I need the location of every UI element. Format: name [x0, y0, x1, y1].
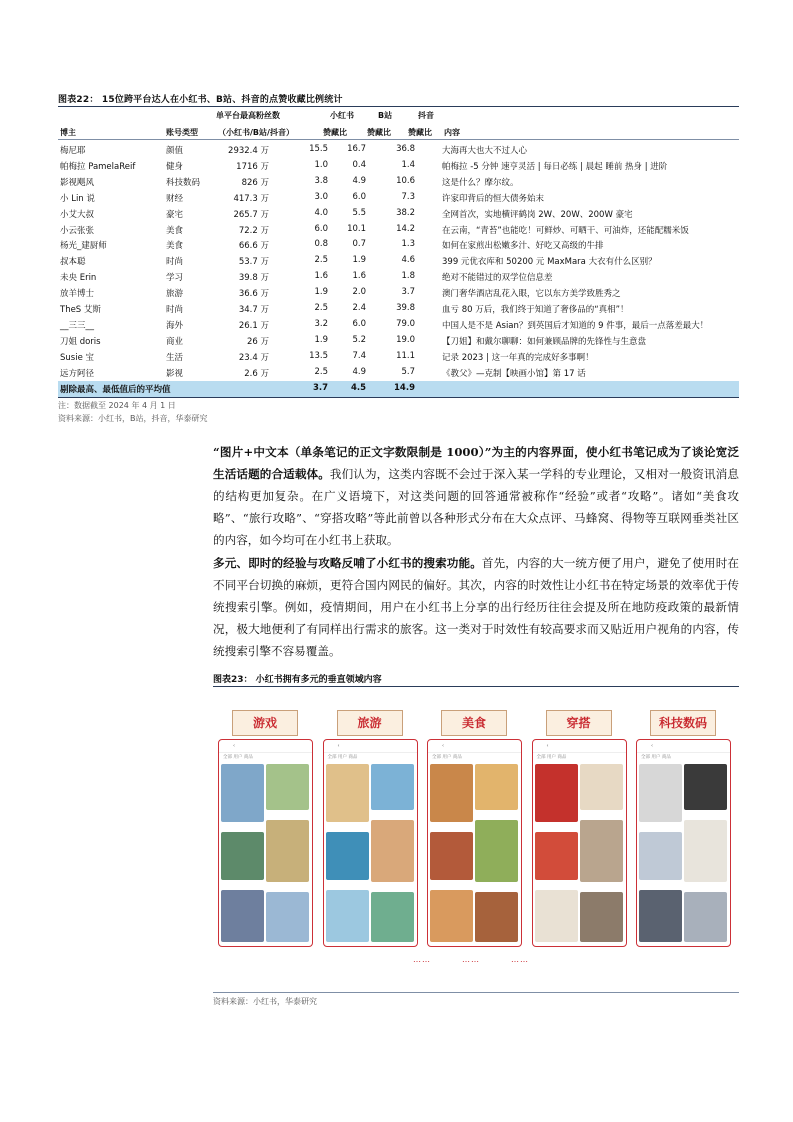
cell-content: 399 元优衣库和 50200 元 MaxMara 大衣有什么区别？	[442, 257, 657, 268]
cell-dy: 1.4	[401, 159, 415, 170]
cell-name: 影视飓风	[60, 177, 95, 188]
cell-b: 10.1	[347, 223, 366, 234]
cell-fans: 72.2 万	[238, 225, 269, 236]
cell-fans: 265.7 万	[233, 209, 269, 220]
cell-dy: 3.7	[401, 287, 415, 298]
cell-dy: 14.2	[396, 223, 415, 234]
cell-type: 学习	[166, 273, 184, 284]
cell-name: Susie 宝	[60, 352, 95, 363]
cell-fans: 23.4 万	[238, 352, 269, 363]
cell-type: 豪宅	[166, 209, 184, 220]
cell-content: 记录 2023 | 这一年真的完成好多事啊！	[442, 352, 594, 363]
col-header-fans: （小红书/B站/抖音）	[218, 128, 294, 137]
category-banner: 穿搭	[546, 710, 612, 736]
cell-b: 2.4	[352, 303, 366, 313]
cell-fans: 1716 万	[236, 161, 269, 172]
feed-image	[221, 832, 264, 880]
cell-name: 小艾大叔	[60, 209, 95, 220]
table-header-rule	[58, 139, 739, 140]
col-header-dy: 赞藏比	[408, 128, 432, 137]
phone-feed	[221, 764, 310, 944]
feed-image	[430, 890, 473, 942]
cell-content: 澳门奢华酒店乱花入眼，它以东方美学致胜秀之	[442, 289, 621, 300]
cell-content: 【刀姐】和戴尔聊聊：如何兼顾品牌的先锋性与生意盘	[442, 336, 647, 347]
col-header-name: 博主	[60, 128, 76, 137]
cell-type: 科技数码	[166, 177, 201, 188]
phone-screenshot	[636, 739, 731, 947]
cell-name: 小云张张	[60, 225, 95, 236]
table-row	[58, 301, 739, 317]
cell-xhs: 6.0	[314, 223, 328, 234]
cell-dy: 11.1	[396, 350, 415, 361]
cell-xhs: 1.0	[314, 159, 328, 170]
feed-image	[430, 832, 473, 880]
cell-name: 杨光_建厨师	[60, 241, 107, 252]
cell-b: 1.6	[352, 271, 366, 282]
cell-b: 1.9	[352, 255, 366, 266]
phone-feed	[430, 764, 519, 944]
cell-b: 16.7	[347, 144, 366, 154]
feed-image	[684, 892, 727, 942]
cell-type: 美食	[166, 241, 184, 252]
cell-content: 如何在家煎出松嫩多汁、好吃又高级的牛排	[442, 241, 604, 252]
feed-image	[221, 890, 264, 942]
cell-dy: 38.2	[396, 207, 415, 218]
cell-name: 放羊博士	[60, 289, 95, 300]
feed-image	[639, 832, 682, 880]
cell-dy: 7.3	[401, 191, 415, 202]
phone-search-bar: ‹	[533, 740, 626, 753]
feed-image	[475, 892, 518, 942]
ellipsis-3: ……	[511, 955, 529, 964]
cell-name: 远方阿径	[60, 368, 95, 379]
table-row	[58, 206, 739, 222]
phone-search-bar: ‹	[219, 740, 312, 753]
feed-image	[580, 892, 623, 942]
table-row	[58, 174, 739, 190]
cell-fans: 826 万	[241, 177, 269, 188]
avg-label: 剔除最高、最低值后的平均值	[60, 385, 171, 395]
feed-image	[266, 764, 309, 810]
cell-dy: 1.8	[401, 271, 415, 282]
table-title: 图表22： 15位跨平台达人在小红书、B站、抖音的点赞收藏比例统计	[58, 95, 343, 105]
table-row	[58, 269, 739, 285]
feed-image	[580, 764, 623, 810]
category-banner: 旅游	[337, 710, 403, 736]
paragraph-2	[213, 552, 739, 662]
cell-b: 7.4	[352, 350, 366, 361]
cell-xhs: 2.5	[314, 303, 328, 313]
feed-image	[535, 832, 578, 880]
avg-b: 4.5	[350, 383, 366, 393]
cell-type: 时尚	[166, 305, 184, 315]
paragraph-1-text: 我们认为，这类内容既不会过于深入某一学科的专业理论，又相对一般资讯消息的结构更加复杂。在广义语境下，对这类问题的回答通常被称作“经验”或者“攻略”。诸如“美食攻略”、“旅行攻略”、“穿搭攻略”等此前曾以各种形式分布在大众点评、马蜂窝、得物等互联网垂类社区的内容，如今均可在小红书上获取。	[213, 467, 739, 547]
category-banner: 科技数码	[650, 710, 716, 736]
cell-xhs: 1.6	[314, 271, 328, 282]
col-header-fans-top: 单平台最高粉丝数	[216, 111, 280, 120]
table-row	[58, 142, 739, 158]
cell-xhs: 15.5	[309, 144, 328, 154]
feed-image	[639, 764, 682, 822]
avg-dy: 14.9	[394, 383, 415, 393]
cell-dy: 79.0	[396, 318, 415, 329]
cell-dy: 10.6	[396, 175, 415, 186]
col-header-xhs-top: 小红书	[330, 111, 354, 120]
feed-image	[371, 820, 414, 882]
cell-content: 在云南，“青苔”也能吃！可鲜炒、可晒干、可油炸，还能配糯米饭	[442, 225, 689, 236]
cell-b: 4.9	[352, 175, 366, 186]
phone-tabs: 全部 用户 商品	[223, 755, 253, 760]
cell-xhs: 0.8	[314, 239, 328, 250]
cell-b: 5.5	[352, 207, 366, 218]
table-row	[58, 333, 739, 349]
cell-xhs: 3.8	[314, 175, 328, 186]
feed-image	[221, 764, 264, 822]
cell-content: 帕梅拉 -5 分钟 速亨灵活 | 每日必练 | 晨起 睡前 热身 | 进阶	[442, 161, 668, 172]
cell-content: 大海再大也大不过人心	[442, 146, 528, 156]
feed-image	[475, 820, 518, 882]
cell-content: 血亏 80 万后，我们终于知道了奢侈品的“真相”！	[442, 305, 629, 315]
cell-name: 梅尼耶	[60, 146, 86, 156]
cell-xhs: 3.0	[314, 191, 328, 202]
figure-top-rule	[213, 686, 739, 687]
cell-name: 叔本聪	[60, 257, 86, 268]
table-note: 注：数据截至 2024 年 4 月 1 日	[58, 401, 176, 410]
paragraph-2-text: 首先，内容的大一统方便了用户，避免了使用时在不同平台切换的麻烦，更符合国内网民的偏好。其次，内容的时效性让小红书在特定场景的效率优于传统搜索引擎。例如，疫情期间，用户在小红书上分享的出行经历往往会提及所在地防疫政策的最新情况，极大地便利了有同样出行需求的旅客。这一类对于时效性有较高要求而又贴近用户视角的内容，传统搜索引擎不容易覆盖。	[213, 556, 739, 658]
cell-dy: 39.8	[396, 303, 415, 313]
cell-name: __三三__	[60, 320, 95, 331]
cell-dy: 1.3	[401, 239, 415, 250]
cell-dy: 36.8	[396, 144, 415, 154]
table-row	[58, 317, 739, 333]
feed-image	[430, 764, 473, 822]
cell-dy: 19.0	[396, 334, 415, 345]
cell-fans: 34.7 万	[238, 305, 269, 315]
paragraph-1	[213, 441, 739, 551]
cell-name: 帕梅拉 PamelaReif	[60, 161, 136, 172]
cell-b: 5.2	[352, 334, 366, 345]
cell-type: 海外	[166, 320, 184, 331]
ellipsis-2: ……	[462, 955, 480, 964]
col-header-xhs: 赞藏比	[323, 128, 347, 137]
table-row	[58, 190, 739, 206]
cell-content: 这是什么？摩尔纹。	[442, 177, 519, 188]
cell-name: 刀姐 doris	[60, 336, 101, 347]
cell-type: 颜值	[166, 146, 184, 156]
cell-name: 小 Lin 说	[60, 193, 95, 204]
col-header-type: 账号类型	[166, 128, 198, 137]
phone-screenshot	[323, 739, 418, 947]
cell-name: 未央 Erin	[60, 273, 97, 284]
cell-type: 时尚	[166, 257, 184, 268]
cell-fans: 53.7 万	[238, 257, 269, 268]
feed-image	[535, 764, 578, 822]
phone-search-bar: ‹	[637, 740, 730, 753]
cell-content: 《教父》—克制【映画小馆】第 17 话	[442, 368, 586, 379]
table-bottom-rule	[58, 397, 739, 398]
ellipsis-1: ……	[413, 955, 431, 964]
paragraph-1-lead: “图片+中文本（单条笔记的正文字数限制是 1000）”为主的内容界面，使小红书笔记成为了谈论宽泛生活话题的合适载体。	[213, 445, 739, 481]
cell-dy: 4.6	[401, 255, 415, 266]
feed-image	[580, 820, 623, 882]
cell-content: 绝对不能错过的双学位信息差	[442, 273, 553, 284]
cell-xhs: 13.5	[309, 350, 328, 361]
paragraph-2-lead: 多元、即时的经验与攻略反哺了小红书的搜索功能。	[213, 556, 482, 570]
feed-image	[684, 764, 727, 810]
cell-b: 4.9	[352, 366, 366, 377]
cell-name: TheS 艾斯	[60, 305, 101, 315]
avg-xhs: 3.7	[312, 383, 328, 393]
figure-bottom-rule	[213, 992, 739, 993]
table-row	[58, 222, 739, 238]
feed-image	[684, 820, 727, 882]
category-banner: 游戏	[232, 710, 298, 736]
cell-xhs: 1.9	[314, 334, 328, 345]
phone-feed	[535, 764, 624, 944]
table-top-rule	[58, 106, 739, 107]
phone-screenshot	[532, 739, 627, 947]
cell-type: 健身	[166, 161, 184, 172]
phone-screenshot	[218, 739, 313, 947]
phone-search-bar: ‹	[324, 740, 417, 753]
col-header-b: 赞藏比	[367, 128, 391, 137]
figure-title: 图表23： 小红书拥有多元的垂直领域内容	[213, 675, 382, 685]
cell-content: 许家印背后的恒大债务始末	[442, 193, 545, 204]
table-row	[58, 349, 739, 365]
feed-image	[326, 764, 369, 822]
feed-image	[475, 764, 518, 810]
cell-b: 6.0	[352, 318, 366, 329]
cell-fans: 39.8 万	[238, 273, 269, 284]
cell-xhs: 2.5	[314, 366, 328, 377]
category-banner: 美食	[441, 710, 507, 736]
col-header-dy-top: 抖音	[418, 111, 434, 120]
phone-screenshot	[427, 739, 522, 947]
feed-image	[326, 832, 369, 880]
cell-fans: 26 万	[246, 336, 269, 347]
phone-search-bar: ‹	[428, 740, 521, 753]
feed-image	[266, 820, 309, 882]
phone-tabs: 全部 用户 商品	[327, 755, 358, 760]
cell-fans: 2932.4 万	[228, 146, 269, 156]
col-header-b-top: B站	[378, 111, 393, 120]
feed-image	[371, 892, 414, 942]
col-header-content: 内容	[444, 128, 460, 137]
cell-b: 0.4	[352, 159, 366, 170]
cell-b: 6.0	[352, 191, 366, 202]
feed-image	[639, 890, 682, 942]
cell-fans: 66.6 万	[238, 241, 269, 252]
cell-type: 生活	[166, 352, 184, 363]
cell-xhs: 3.2	[314, 318, 328, 329]
cell-type: 财经	[166, 193, 184, 204]
table-average-row	[58, 381, 739, 397]
cell-xhs: 1.9	[314, 287, 328, 298]
cell-type: 影视	[166, 368, 184, 379]
feed-image	[326, 890, 369, 942]
cell-b: 2.0	[352, 287, 366, 298]
phone-tabs: 全部 用户 商品	[432, 755, 462, 760]
table-row	[58, 158, 739, 174]
phone-feed	[326, 764, 415, 944]
cell-b: 0.7	[352, 239, 366, 250]
cell-type: 美食	[166, 225, 184, 236]
table-row	[58, 365, 739, 381]
cell-content: 中国人是不是 Asian？到英国后才知道的 9 件事，最后一点落差最大！	[442, 320, 709, 331]
feed-image	[535, 890, 578, 942]
cell-xhs: 2.5	[314, 255, 328, 266]
phone-feed	[639, 764, 728, 944]
cell-content: 全网首次，实地横评鹤岗 2W、20W、200W 豪宅	[442, 209, 633, 220]
cell-type: 商业	[166, 336, 184, 347]
cell-type: 旅游	[166, 289, 184, 300]
table-source: 资料来源：小红书，B站，抖音，华泰研究	[58, 414, 208, 423]
table-row	[58, 237, 739, 253]
cell-fans: 2.6 万	[244, 368, 269, 379]
cell-dy: 5.7	[401, 366, 415, 377]
cell-fans: 36.6 万	[238, 289, 269, 300]
figure-source: 资料来源：小红书，华泰研究	[213, 997, 317, 1006]
feed-image	[371, 764, 414, 810]
phone-tabs: 全部 用户 商品	[641, 755, 671, 760]
feed-image	[266, 892, 309, 942]
cell-xhs: 4.0	[314, 207, 328, 218]
cell-fans: 26.1 万	[238, 320, 269, 331]
cell-fans: 417.3 万	[233, 193, 269, 204]
phone-tabs: 全部 用户 商品	[536, 755, 567, 760]
table-row	[58, 285, 739, 301]
table-row	[58, 253, 739, 269]
